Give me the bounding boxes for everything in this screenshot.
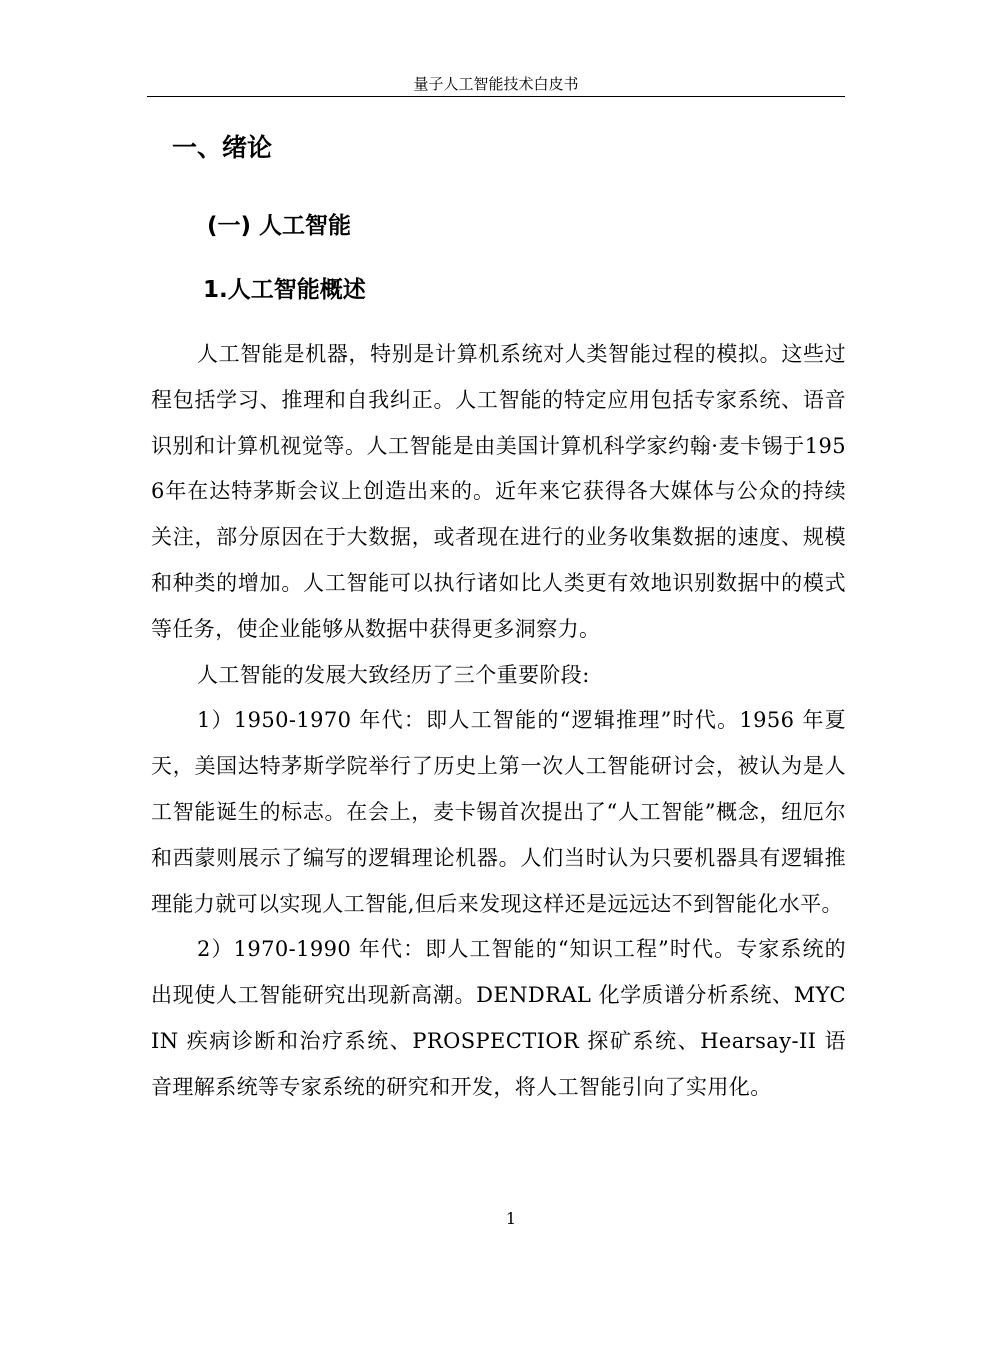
section-heading: (一) 人工智能 (207, 213, 352, 239)
running-header: 量子人工智能技术白皮书 (147, 74, 845, 97)
chapter-heading: 一、绪论 (172, 133, 273, 162)
paragraph-stage-2: 2）1970-1990 年代：即人工智能的“知识工程”时代。专家系统的出现使人工智能研究出现新高潮。DENDRAL 化学质谱分析系统、MYCIN 疾病诊断和治疗系统、PROSPECTIOR 探矿系统、Hearsay-II 语音理解系统等专家系统的研究和开发，将人工智能引向了实用化。 (151, 937, 846, 1099)
paragraph-stage-1: 1）1950-1970 年代：即人工智能的“逻辑推理”时代。1956 年夏天，美国达特茅斯学院举行了历史上第一次人工智能研讨会，被认为是人工智能诞生的标志。在会上，麦卡锡首次提出了“人工智能”概念，纽厄尔和西蒙则展示了编写的逻辑理论机器。人们当时认为只要机器具有逻辑推理能力就可以实现人工智能,但后来发现这样还是远远达不到智能化水平。 (151, 708, 846, 916)
subsection-heading: 1.人工智能概述 (203, 277, 366, 303)
body-text (151, 332, 846, 1111)
paragraph-ai-definition: 人工智能是机器，特别是计算机系统对人类智能过程的模拟。这些过程包括学习、推理和自我纠正。人工智能的特定应用包括专家系统、语音识别和计算机视觉等。人工智能是由美国计算机科学家约翰·麦卡锡于1956年在达特茅斯会议上创造出来的。近年来它获得各大媒体与公众的持续关注，部分原因在于大数据，或者现在进行的业务收集数据的速度、规模和种类的增加。人工智能可以执行诸如比人类更有效地识别数据中的模式等任务，使企业能够从数据中获得更多洞察力。 (151, 342, 846, 641)
page-number: 1 (505, 1209, 517, 1228)
paragraph-stages-intro: 人工智能的发展大致经历了三个重要阶段: (197, 662, 590, 687)
